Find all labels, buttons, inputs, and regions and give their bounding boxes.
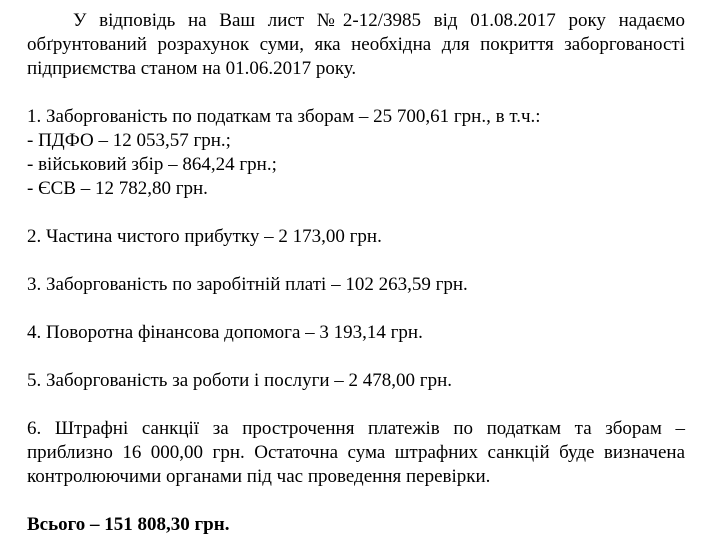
spacer <box>27 201 685 225</box>
spacer <box>27 81 685 105</box>
item-4: 4. Поворотна фінансова допомога – 3 193,14 грн. <box>27 322 423 343</box>
item-1-sub-military-tax: - військовий збір – 864,24 грн.; <box>27 154 277 175</box>
item-3: 3. Заборгованість по заробітній платі – 102 263,59 грн. <box>27 274 468 295</box>
spacer <box>27 345 685 369</box>
item-6: 6. Штрафні санкції за прострочення платежів по податкам та зборам – приблизно 16 000,00 грн. Остаточна сума штрафних санкцій буде визначена контролюючими органами під час проведення перевірки. <box>27 418 685 487</box>
spacer <box>27 393 685 417</box>
spacer <box>27 249 685 273</box>
item-1-sub-esv: - ЄСВ – 12 782,80 грн. <box>27 178 208 199</box>
total-sum: Всього – 151 808,30 грн. <box>27 514 230 535</box>
item-2: 2. Частина чистого прибутку – 2 173,00 грн. <box>27 226 382 247</box>
item-1-block <box>27 105 685 201</box>
item-1-title: 1. Заборгованість по податкам та зборам – 25 700,61 грн., в т.ч.: <box>27 106 541 127</box>
item-1-sub-pdfo: - ПДФО – 12 053,57 грн.; <box>27 130 231 151</box>
item-5: 5. Заборгованість за роботи і послуги – 2 478,00 грн. <box>27 370 453 391</box>
spacer <box>27 489 685 513</box>
intro-paragraph: У відповідь на Ваш лист №2-12/3985 від 01.08.2017 року надаємо обґрунтований розрахунок суми, яка необхідна для покриття заборгованості підприємства станом на 01.06.2017 року. <box>27 10 685 79</box>
spacer <box>27 297 685 321</box>
